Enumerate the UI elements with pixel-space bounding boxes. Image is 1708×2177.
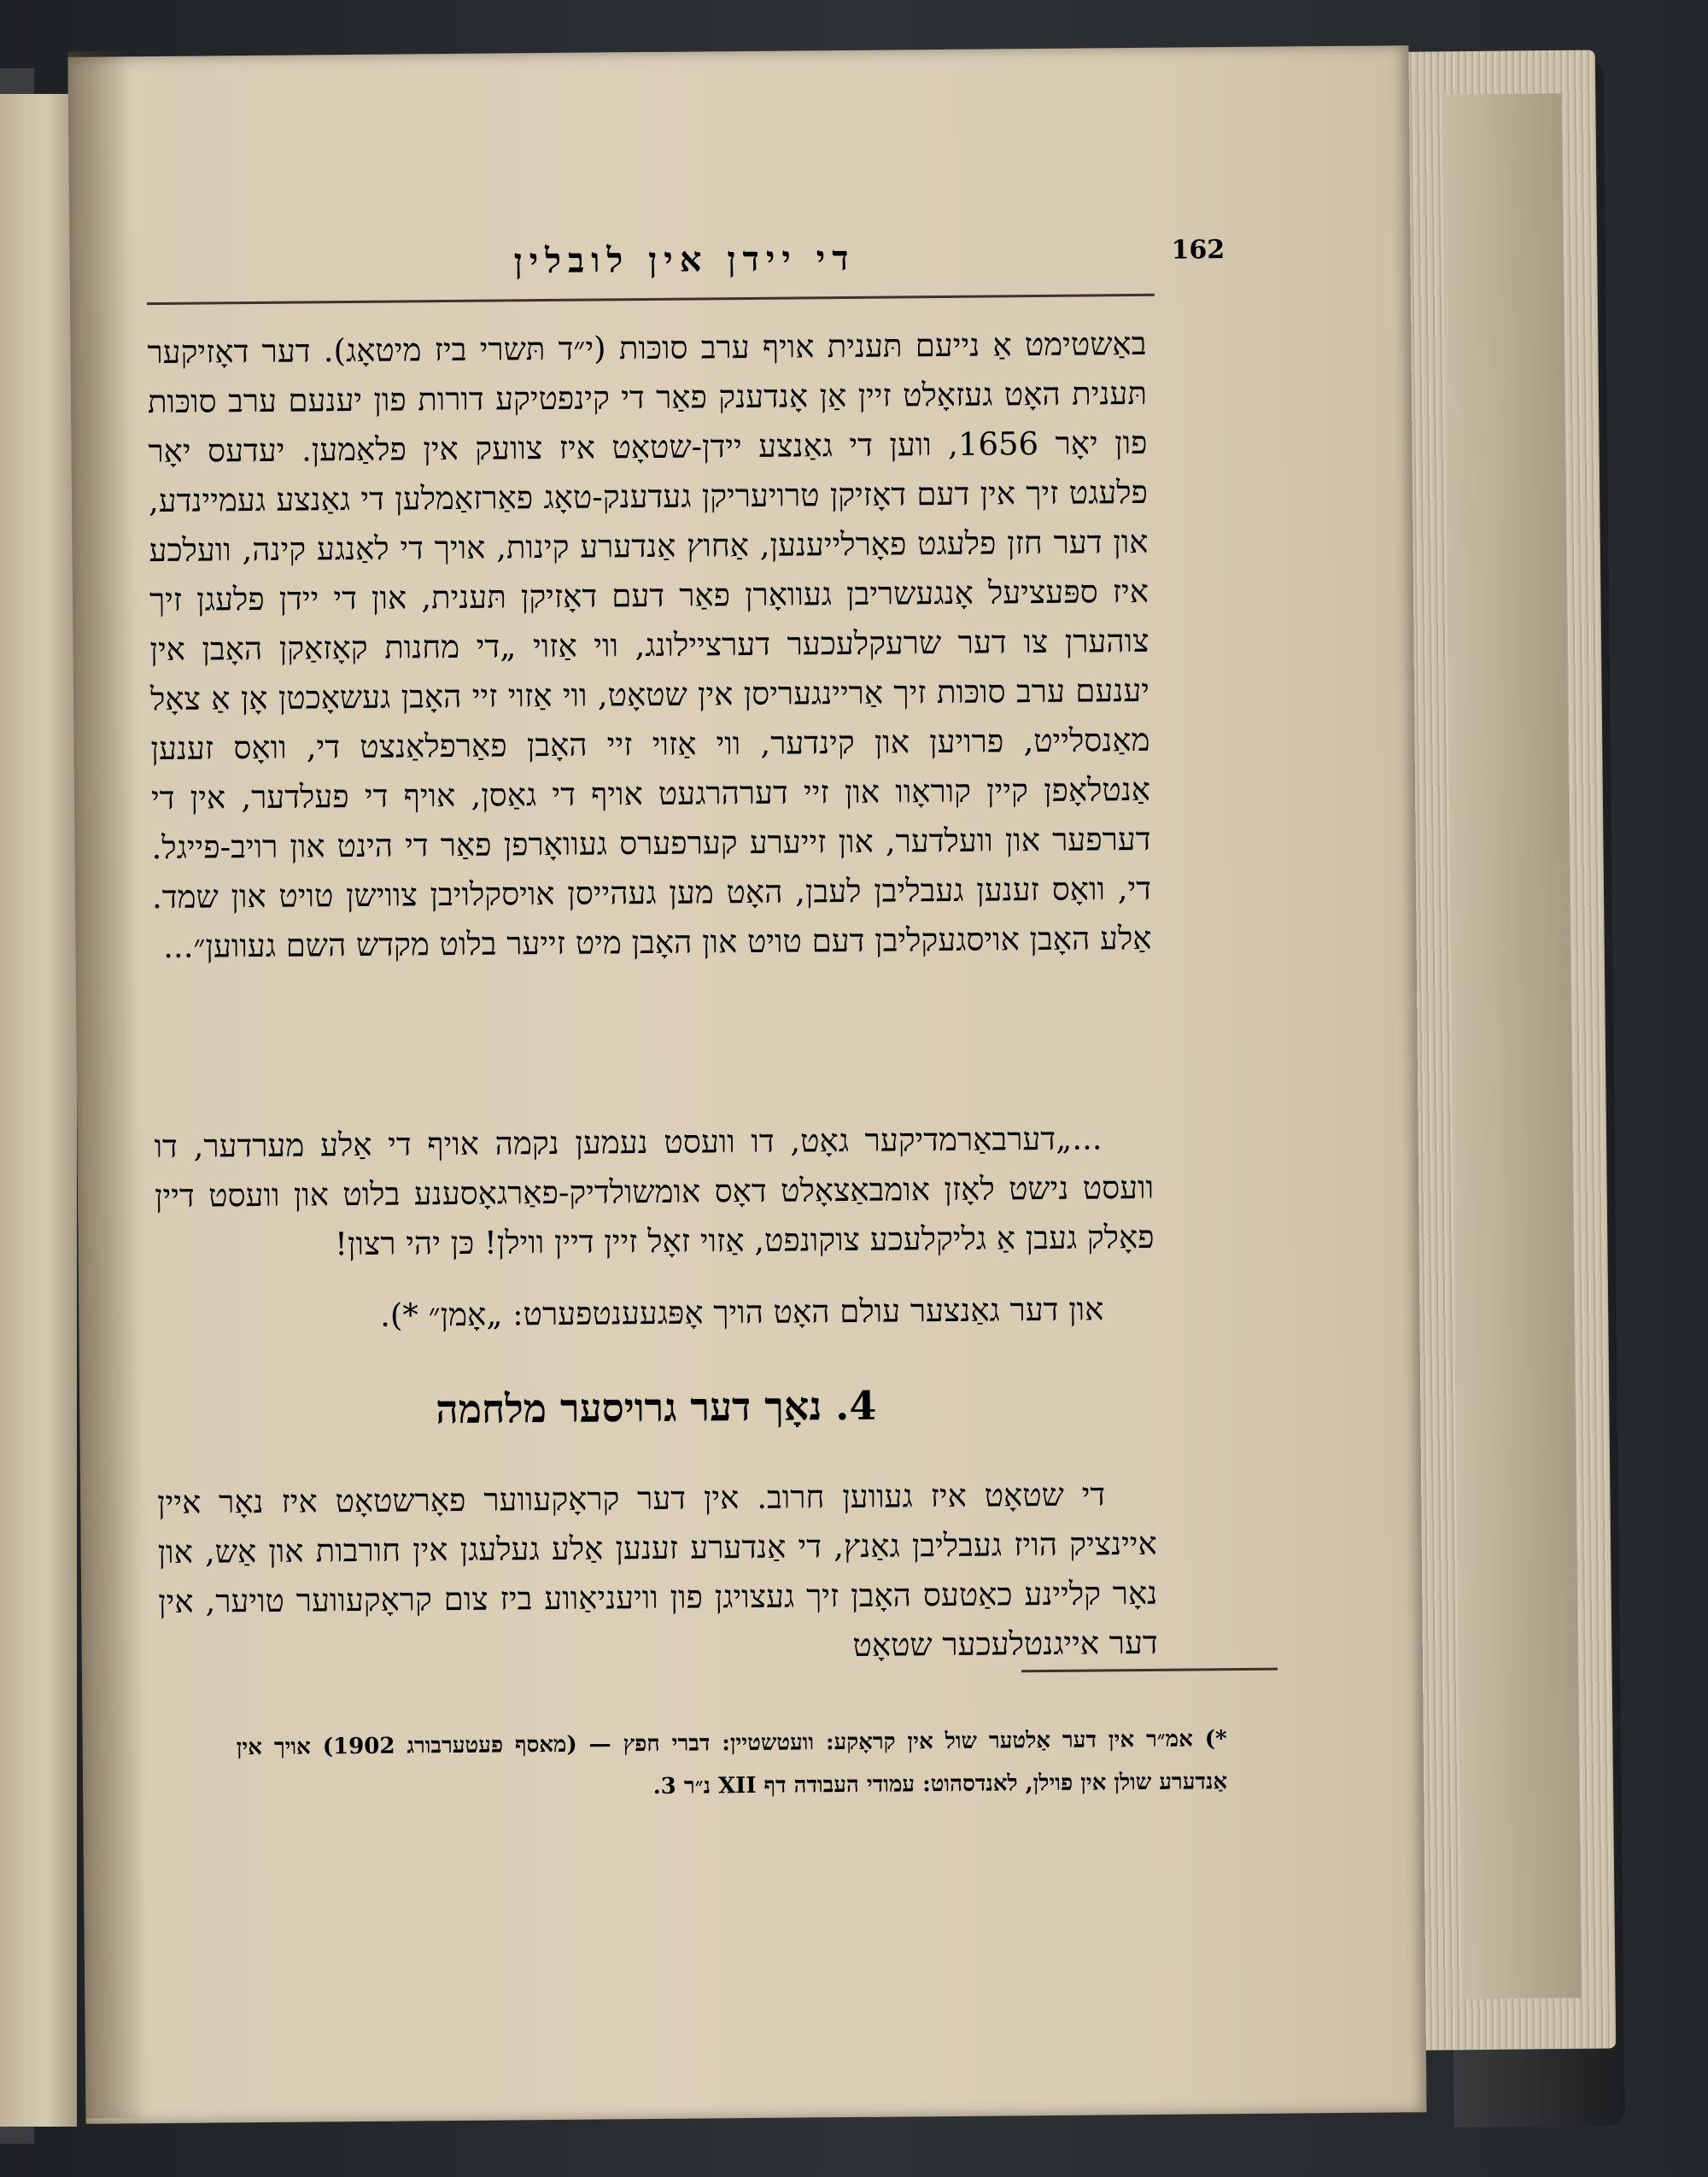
book-page xyxy=(67,45,1426,2124)
paragraph-2: ...„דערבאַרמדיקער גאָט, דו וועסט נעמען נקמה אויף די אַלע מערדער, דו וועסט נישט לאָזן אומבאַצאָלט דאָס אומשולדיק-פאַרגאָסענע בלוט און וועסט דיין פאָלק געבן אַ גליקלעכע צוקונפט, אַזוי זאָל זיין דיין ווילן! כּן יהי רצון! xyxy=(154,1120,1155,1263)
running-head xyxy=(146,235,1225,304)
paragraph-3: און דער גאַנצער עולם האָט הויך אָפּגעענטפערט: „אָמן״ *). xyxy=(379,1290,1104,1334)
section-heading: 4. נאָך דער גרויסער מלחמה xyxy=(436,1382,877,1433)
footnote: *) אמ״ר אין דער אַלטער שול אין קראָקע: וועטשטיין: דברי חפץ — (מאסף פעטערבורג 1902) אויך אין אַנדערע שולן אין פוילן, לאנדסהוט: עמודי העבודה דף XII נ״ר 3. xyxy=(236,1726,1228,1800)
left-page-edge xyxy=(0,94,77,2127)
page-number: 162 xyxy=(1171,235,1225,266)
page-stack-shadow xyxy=(1442,93,1581,1999)
section-paragraph: די שטאָט איז געווען חרוב. אין דער קראָקעווער פאָרשטאָט איז נאָר איין איינציק הויז געבליבן גאַנץ, די אַנדערע זענען אַלע געלעגן אין חורבות און אַש, און נאָר קליינע כאַטעס האָבן זיך געצויגן פון וויעניאַווע ביז צום קראָקעווער טויער, אין דער אייגנטלעכער שטאָט xyxy=(157,1476,1158,1664)
running-title: די יידן אין לובלין xyxy=(513,237,856,282)
paragraph-1: באַשטימט אַ נייעם תּענית אויף ערב סוכּות (י״ד תּשרי ביז מיטאָג). דער דאָזיקער תּענית האָט געזאָלט זיין אַן אָנדענק פאַר די קינפטיקע דורות פון יענעם ערב סוכּות פון יאָר 1656, ווען די גאַנצע יידן-שטאָט איז צוועק אין פלאַמען. יעדעס יאָר פלעגט זיך אין דעם דאָזיקן טרויעריקן געדענק-טאָג פאַרזאַמלען די גאַנצע געמיינדע, און דער חזן פלעגט פאָרלייענען, אַחוץ אַנדערע קינות, אויך די לאַנגע קינה, וועלכע איז ספּעציעל אָנגעשריבן געוואָרן פאַר דעם דאָזיקן תּענית, און די יידן פלעגן זיך צוהערן צו דער שרעקלעכער דערציילונג, ווי אַזוי „די מחנות קאָזאַקן האָבן אין יענעם ערב סוכּות זיך אַריינגעריסן אין שטאָט, ווי אַזוי זיי האָבן געשאָכטן אָן אַ צאָל מאַנסלייט, פרויען און קינדער, ווי אַזוי זיי האָבן פאַרפלאַנצט די, וואָס זענען אַנטלאָפן קיין קוראָוו און זיי דערהרגעט אויף די גאַסן, אויף די פעלדער, אין די דערפער און וועלדער, און זייערע קערפערס געוואָרפן פאַר די הינט און רויב-פייגל. די, וואָס זענען געבליבן לעבן, האָט מען געהייסן אויסקלויבן צווישן טויט און שמד. אַלע האָבן אויסגעקליבן דעם טויט און האָבן מיט זייער בלוט מקדש השם געווען״... xyxy=(147,325,1152,965)
